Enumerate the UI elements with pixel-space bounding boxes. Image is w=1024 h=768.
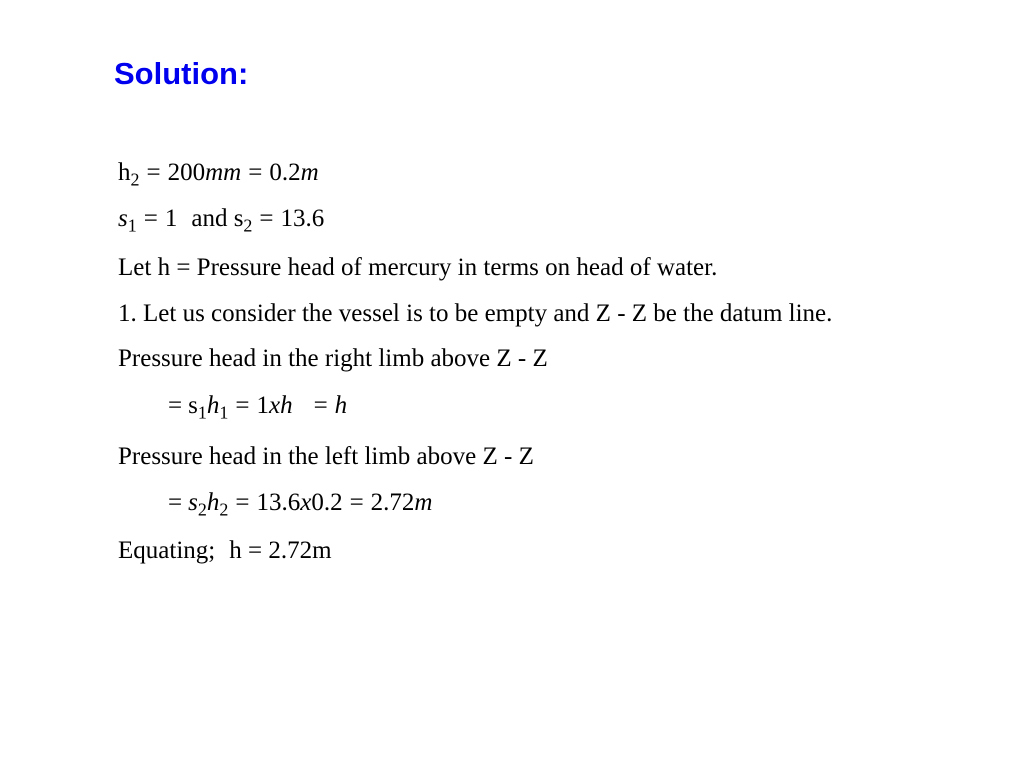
var-h: h <box>206 392 220 419</box>
equals-sign: = <box>143 205 158 232</box>
right-limb-equation <box>168 392 348 423</box>
equals-sign: = <box>259 205 274 232</box>
equals-sign: = <box>235 392 250 419</box>
let-h-statement: Let h = Pressure head of mercury in terms on head of water. <box>118 254 718 281</box>
value-13-6: 13.6 <box>256 489 301 516</box>
value-1: 1 <box>256 392 269 419</box>
equals-sign: = <box>168 392 183 419</box>
sub-2: 2 <box>219 499 229 520</box>
unit-m: m <box>414 489 433 516</box>
var-s: s <box>188 489 198 516</box>
times-x: x <box>300 489 312 516</box>
equals-sign: = <box>146 159 161 186</box>
equals-sign: = <box>248 159 263 186</box>
equation-s1-s2 <box>118 205 325 236</box>
equals-sign: = <box>235 489 250 516</box>
sub-2: 2 <box>243 215 253 236</box>
unit-mm: mm <box>205 159 242 186</box>
value-13-6: 13.6 <box>280 205 325 232</box>
datum-statement: 1. Let us consider the vessel is to be empty and Z - Z be the datum line. <box>118 300 833 327</box>
sub-1: 1 <box>219 402 229 423</box>
equation-h2 <box>118 159 319 190</box>
var-s: s <box>188 392 198 419</box>
and-s: and s <box>191 205 244 232</box>
value-0-2: 0.2 <box>311 489 343 516</box>
right-limb-heading: Pressure head in the right limb above Z - Z <box>118 345 548 372</box>
var-s: s <box>118 205 128 232</box>
var-h: h <box>280 392 293 419</box>
var-h: h <box>334 392 348 419</box>
sub-2: 2 <box>130 169 140 190</box>
equals-sign: = <box>168 489 183 516</box>
solution-title: Solution: <box>114 56 249 91</box>
equating-label: Equating; <box>118 537 216 564</box>
left-limb-equation <box>168 489 433 520</box>
var-h: h <box>118 159 131 186</box>
value-1: 1 <box>164 205 178 232</box>
result-h: h = 2.72m <box>229 537 332 564</box>
value-200: 200 <box>167 159 206 186</box>
var-h: h <box>206 489 220 516</box>
left-limb-heading: Pressure head in the left limb above Z - Z <box>118 443 534 470</box>
equating-result <box>118 538 332 563</box>
sub-1: 1 <box>127 215 137 236</box>
value-2-72: 2.72 <box>370 489 415 516</box>
sub-1: 1 <box>197 402 207 423</box>
times-x: x <box>268 392 281 419</box>
sub-2: 2 <box>197 499 207 520</box>
equals-sign: = <box>313 392 328 419</box>
value-0-2: 0.2 <box>269 159 301 186</box>
unit-m: m <box>300 159 319 186</box>
equals-sign: = <box>349 489 364 516</box>
